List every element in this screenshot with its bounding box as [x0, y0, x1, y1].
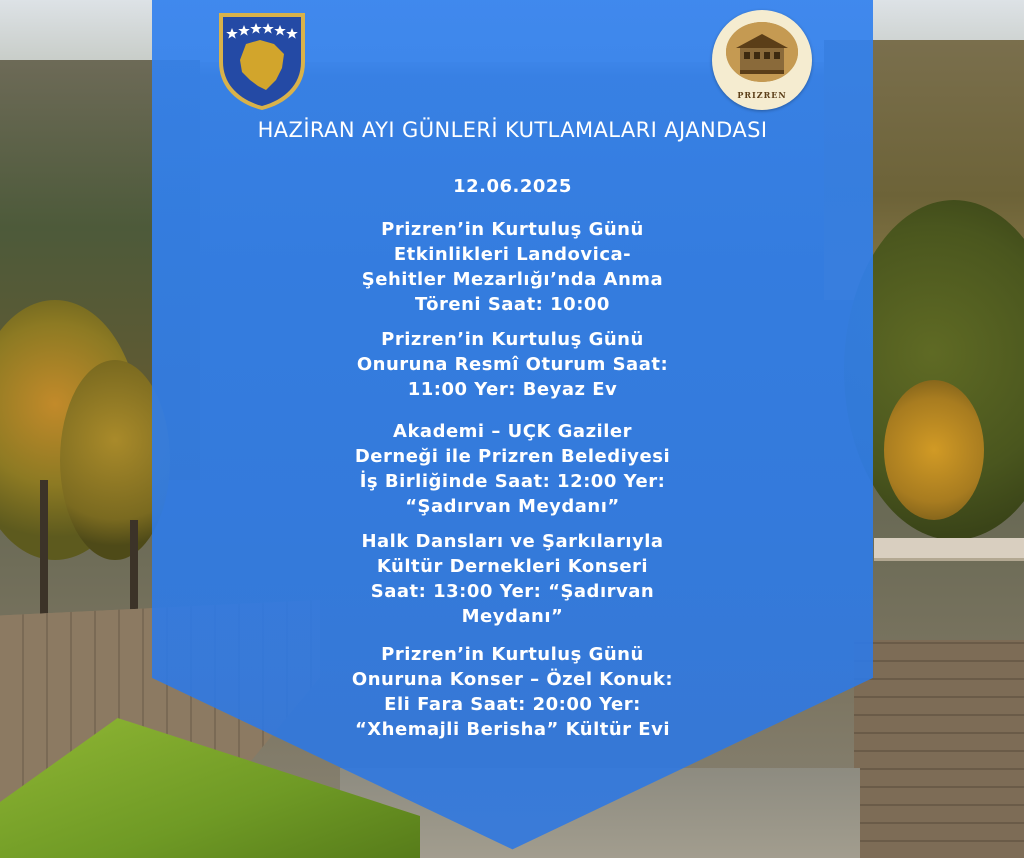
stone-wall-right	[854, 640, 1024, 858]
event-line: Meydanı”	[461, 606, 564, 627]
event-line: “Şadırvan Meydanı”	[405, 496, 620, 517]
event-item	[300, 327, 725, 402]
seal-text: PRIZREN	[737, 90, 787, 100]
event-line: 11:00 Yer: Beyaz Ev	[407, 379, 618, 400]
event-item	[300, 642, 725, 742]
kosovo-coat-of-arms-icon	[216, 10, 308, 112]
event-line: Prizren’in Kurtuluş Günü	[381, 644, 644, 665]
event-line: Halk Dansları ve Şarkılarıyla	[361, 531, 664, 552]
event-date: 12.06.2025	[453, 176, 572, 197]
tree-trunk	[130, 520, 138, 620]
page-title: HAZİRAN AYI GÜNLERİ KUTLAMALARI AJANDASI	[257, 118, 768, 142]
event-item	[300, 217, 725, 317]
event-line: Kültür Dernekleri Konseri	[376, 556, 649, 577]
event-line: Derneği ile Prizren Belediyesi	[354, 446, 671, 467]
event-line: Eli Fara Saat: 20:00 Yer:	[384, 694, 641, 715]
event-line: Onuruna Resmî Oturum Saat:	[356, 354, 669, 375]
event-line: Saat: 13:00 Yer: “Şadırvan	[370, 581, 655, 602]
event-line: Prizren’in Kurtuluş Günü	[381, 219, 644, 240]
event-line: “Xhemajli Berisha” Kültür Evi	[354, 719, 671, 740]
event-line: Töreni Saat: 10:00	[415, 294, 610, 315]
event-line: Prizren’in Kurtuluş Günü	[381, 329, 644, 350]
seal-building-picture	[726, 22, 798, 82]
event-item	[300, 419, 725, 519]
tree-trunk	[40, 480, 48, 620]
event-line: Şehitler Mezarlığı’nda Anma	[361, 269, 664, 290]
prizren-seal-icon	[712, 10, 812, 110]
event-line: Onuruna Konser – Özel Konuk:	[351, 669, 674, 690]
event-item	[300, 529, 725, 629]
tree	[884, 380, 984, 520]
event-line: İş Birliğinde Saat: 12:00 Yer:	[359, 471, 666, 492]
event-line: Etkinlikleri Landovica-	[393, 244, 632, 265]
house-icon	[726, 22, 798, 82]
cafe-terrace	[874, 538, 1024, 561]
event-line: Akademi – UÇK Gaziler	[393, 421, 632, 442]
